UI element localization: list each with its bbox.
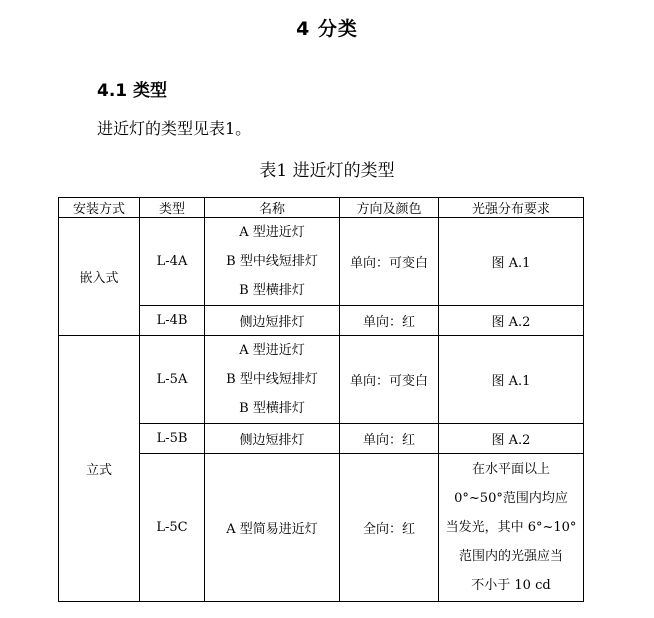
name-cell: 侧边短排灯 bbox=[205, 424, 340, 454]
name-cell: A 型简易进近灯 bbox=[205, 454, 340, 602]
header-direction-color: 方向及颜色 bbox=[340, 198, 439, 218]
header-name: 名称 bbox=[205, 198, 340, 218]
name-line: B 型中线短排灯 bbox=[226, 254, 318, 269]
direction-cell: 单向：可变白 bbox=[340, 218, 439, 306]
name-line: A 型进近灯 bbox=[239, 225, 305, 240]
type-cell: L-4A bbox=[140, 218, 205, 306]
type-cell: L-4B bbox=[140, 306, 205, 336]
name-cell bbox=[205, 336, 340, 424]
mount-cell: 立式 bbox=[59, 336, 140, 602]
direction-cell: 全向：红 bbox=[340, 454, 439, 602]
approach-light-types-table bbox=[58, 197, 584, 602]
direction-cell: 单向：红 bbox=[340, 306, 439, 336]
body-paragraph: 进近灯的类型见表1。 bbox=[97, 119, 252, 138]
name-line: B 型横排灯 bbox=[239, 401, 305, 416]
type-cell: L-5C bbox=[140, 454, 205, 602]
header-intensity: 光强分布要求 bbox=[439, 198, 584, 218]
intensity-cell: 图 A.2 bbox=[439, 306, 584, 336]
name-line: A 型进近灯 bbox=[239, 343, 305, 358]
chapter-title: 4 分类 bbox=[296, 18, 358, 40]
header-type: 类型 bbox=[140, 198, 205, 218]
intensity-line: 0°~50°范围内均应 bbox=[454, 491, 568, 506]
direction-cell: 单向：可变白 bbox=[340, 336, 439, 424]
name-line: B 型中线短排灯 bbox=[226, 372, 318, 387]
intensity-line: 当发光，其中 6°~10° bbox=[445, 520, 577, 535]
section-title: 4.1 类型 bbox=[97, 81, 168, 101]
table-header-row bbox=[59, 198, 584, 218]
mount-cell: 嵌入式 bbox=[59, 218, 140, 336]
intensity-line: 不小于 10 cd bbox=[471, 578, 551, 593]
table-row bbox=[59, 336, 584, 424]
table-row bbox=[59, 218, 584, 306]
intensity-cell bbox=[439, 454, 584, 602]
intensity-cell: 图 A.2 bbox=[439, 424, 584, 454]
name-line: B 型横排灯 bbox=[239, 283, 305, 298]
name-cell: 侧边短排灯 bbox=[205, 306, 340, 336]
intensity-cell: 图 A.1 bbox=[439, 336, 584, 424]
intensity-cell: 图 A.1 bbox=[439, 218, 584, 306]
type-cell: L-5A bbox=[140, 336, 205, 424]
intensity-line: 在水平面以上 bbox=[471, 462, 550, 477]
intensity-line: 范围内的光强应当 bbox=[458, 549, 563, 564]
header-mount: 安装方式 bbox=[59, 198, 140, 218]
direction-cell: 单向：红 bbox=[340, 424, 439, 454]
type-cell: L-5B bbox=[140, 424, 205, 454]
table-caption: 表1 进近灯的类型 bbox=[259, 161, 395, 181]
name-cell bbox=[205, 218, 340, 306]
